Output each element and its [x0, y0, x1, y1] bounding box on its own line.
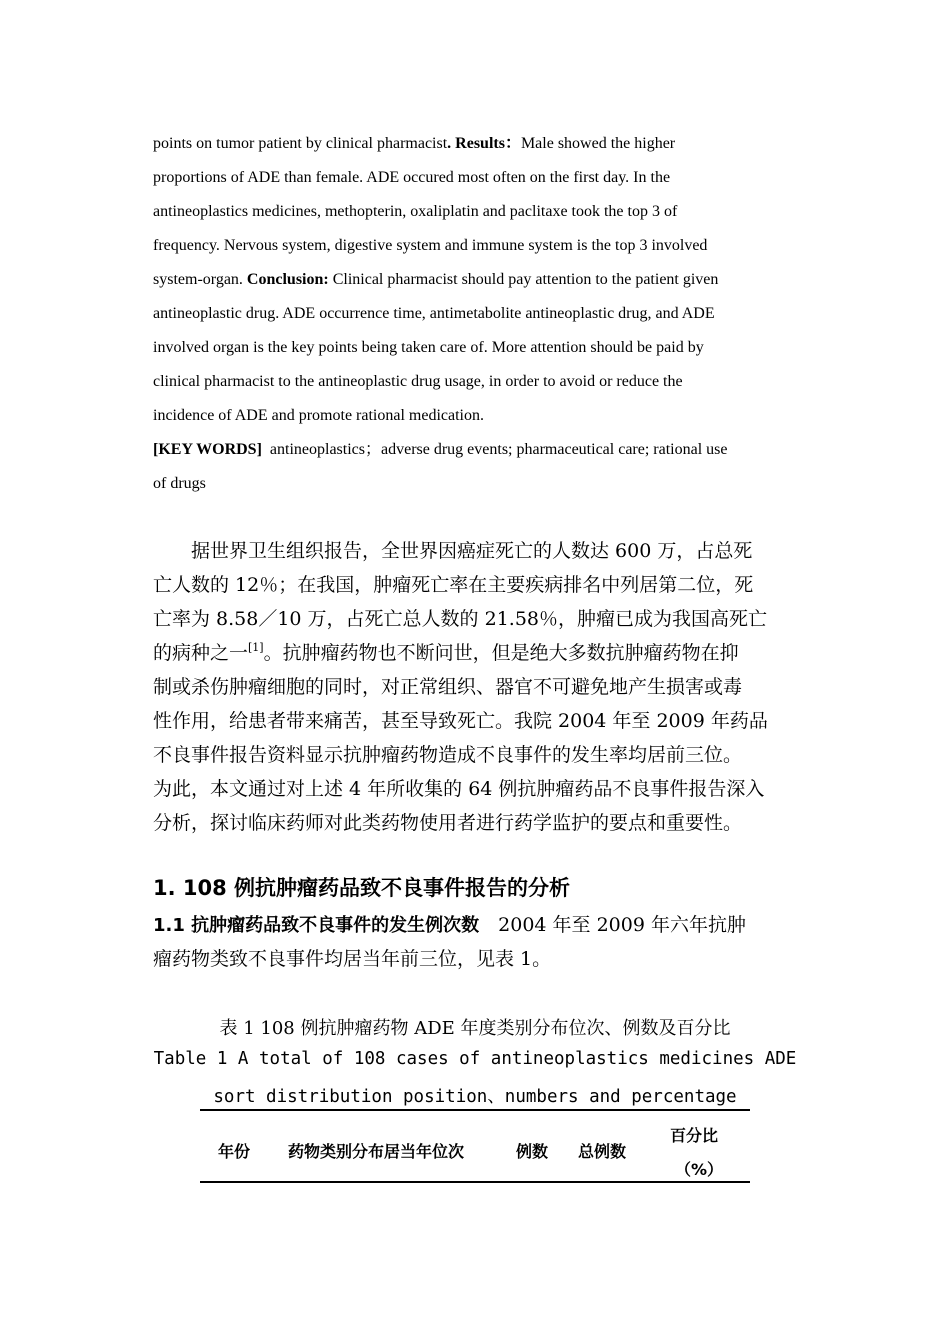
abstract-line: points on tumor patient by clinical pharmacist. Results：Male showed the higher [153, 135, 676, 152]
abstract-line: incidence of ADE and promote rational medication. [153, 407, 484, 424]
intro-line: 为此，本文通过对上述 4 年所收集的 64 例抗肿瘤药品不良事件报告深入 [153, 778, 765, 800]
subsection-label: 1.1 抗肿瘤药品致不良事件的发生例次数 [153, 915, 480, 936]
table-caption-en: sort distribution position、numbers and percentage [213, 1087, 737, 1107]
intro-line: 分析，探讨临床药师对此类药物使用者进行药学监护的要点和重要性。 [153, 812, 743, 834]
abstract-line: antineoplastics medicines, methopterin, oxaliplatin and paclitaxe took the top 3 of [153, 203, 678, 220]
intro-line: 亡人数的 12％；在我国，肿瘤死亡率在主要疾病排名中列居第二位，死 [153, 574, 754, 596]
subsection-1-1: 1.1 抗肿瘤药品致不良事件的发生例次数 2004 年至 2009 年六年抗肿 瘤药物类致不良事件均居当年前三位，见表 1。 [153, 914, 746, 970]
table-header-total: 总例数 [578, 1142, 627, 1161]
abstract-line: antineoplastic drug. ADE occurrence time, antimetabolite antineoplastic drug, and ADE [153, 305, 715, 322]
table-header-percent: 百分比 [670, 1126, 719, 1145]
table-caption-zh: 表 1 108 例抗肿瘤药物 ADE 年度类别分布位次、例数及百分比 [219, 1018, 731, 1039]
abstract-line: system-organ. Conclusion: Clinical pharmacist should pay attention to the patient given [153, 271, 719, 288]
reference-citation: [1] [248, 641, 264, 654]
table-header-cases: 例数 [516, 1142, 549, 1161]
table-caption-en: Table 1 A total of 108 cases of antineoplastics medicines ADE [153, 1049, 797, 1069]
table-header-year: 年份 [218, 1142, 251, 1161]
abstract-english [153, 127, 803, 501]
intro-line: 亡率为 8.58／10 万，占死亡总人数的 21.58％，肿瘤已成为我国高死亡 [153, 608, 767, 630]
intro-line: 不良事件报告资料显示抗肿瘤药物造成不良事件的发生率均居前三位。 [153, 744, 743, 766]
intro-line: 的病种之一[1]。抗肿瘤药物也不断问世，但是绝大多数抗肿瘤药物在抑 [153, 641, 739, 664]
intro-line: 制或杀伤肿瘤细胞的同时，对正常组织、器官不可避免地产生损害或毒 [153, 676, 743, 698]
keywords-line: [KEY WORDS] antineoplastics；adverse drug events; pharmaceutical care; rational use [153, 441, 728, 458]
table-1 [200, 1109, 750, 1183]
intro-line: 据世界卫生组织报告，全世界因癌症死亡的人数达 600 万，占总死 [153, 540, 753, 562]
intro-line: 性作用，给患者带来痛苦，甚至导致死亡。我院 2004 年至 2009 年药品 [153, 710, 768, 732]
results-label: . Results [447, 135, 505, 152]
section-heading: 1. 108 例抗肿瘤药品致不良事件报告的分析 [153, 876, 571, 900]
keywords-label: [KEY WORDS] [153, 441, 262, 458]
abstract-line: involved organ is the key points being taken care of. More attention should be paid by [153, 339, 704, 356]
table-header-rank: 药物类别分布居当年位次 [288, 1142, 465, 1161]
keywords-line: of drugs [153, 475, 206, 492]
introduction-chinese [153, 534, 803, 840]
abstract-line: proportions of ADE than female. ADE occured most often on the first day. In the [153, 169, 671, 186]
abstract-line: clinical pharmacist to the antineoplastic drug usage, in order to avoid or reduce the [153, 373, 683, 390]
table-header-percent-unit: （%） [675, 1160, 724, 1179]
conclusion-label: Conclusion: [246, 271, 329, 288]
abstract-line: frequency. Nervous system, digestive system and immune system is the top 3 involved [153, 237, 708, 254]
